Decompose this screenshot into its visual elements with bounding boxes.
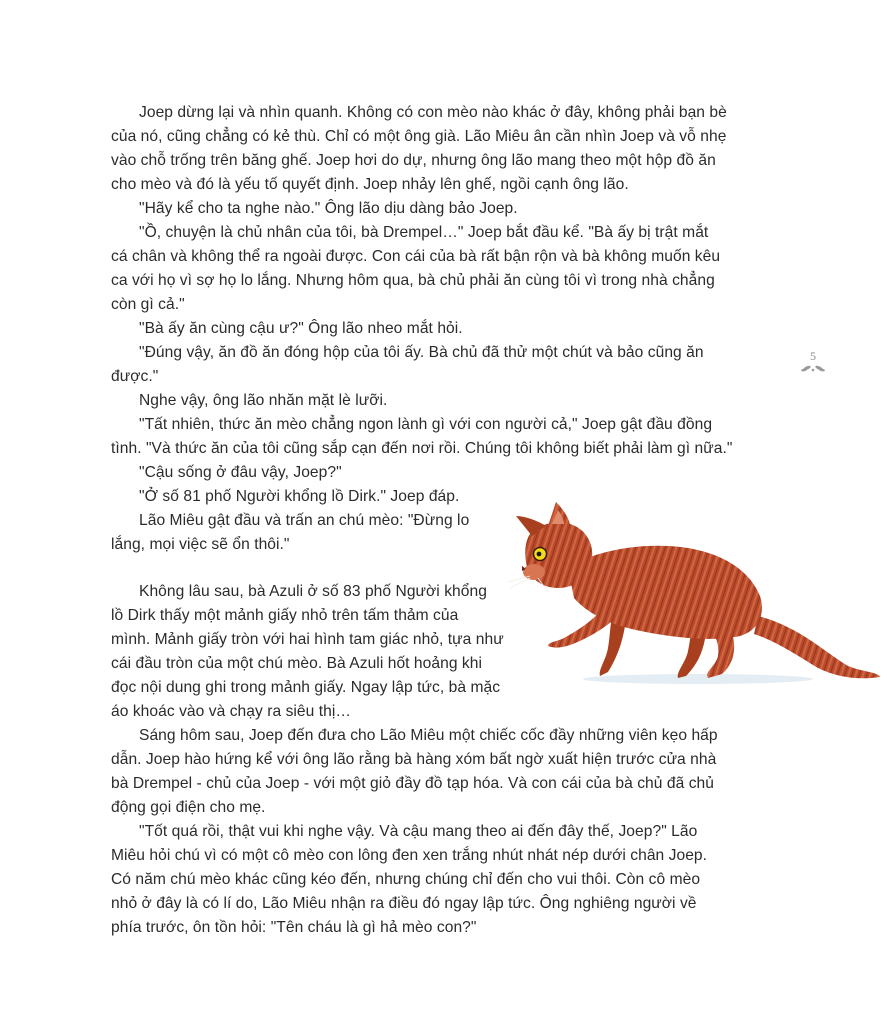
page-number: 5 bbox=[810, 349, 816, 363]
text-line: Có năm chú mèo khác cũng kéo đến, nhưng chúng chỉ đến cho vui thôi. Còn cô mèo bbox=[111, 871, 701, 888]
text-line: nhỏ ở đây là có lí do, Lão Miêu nhận ra điều đó ngay lập tức. Ông nghiêng người về bbox=[111, 895, 697, 912]
text-line: đọc nội dung ghi trong mảnh giấy. Ngay lập tức, bà mặc bbox=[111, 679, 501, 696]
text-line: "Ồ, chuyện là chủ nhân của tôi, bà Drempel…" Joep bắt đầu kể. "Bà ấy bị trật mắt bbox=[139, 224, 709, 241]
text-line: Joep dừng lại và nhìn quanh. Không có con mèo nào khác ở đây, không phải bạn bè bbox=[139, 104, 727, 121]
text-line: phía trước, ôn tồn hỏi: "Tên cháu là gì hả mèo con?" bbox=[111, 919, 477, 936]
text-line: "Ở số 81 phố Người khổng lồ Dirk." Joep đáp. bbox=[139, 488, 460, 505]
text-line: Sáng hôm sau, Joep đến đưa cho Lão Miêu một chiếc cốc đầy những viên kẹo hấp bbox=[139, 727, 718, 744]
text-line: Lão Miêu gật đầu và trấn an chú mèo: "Đừng lo bbox=[139, 512, 470, 529]
text-line: mình. Mảnh giấy tròn với hai hình tam giác nhỏ, tựa như bbox=[111, 631, 504, 648]
text-line: "Bà ấy ăn cùng cậu ư?" Ông lão nheo mắt hỏi. bbox=[139, 320, 463, 337]
text-line: được." bbox=[111, 368, 159, 385]
laurel-ornament-icon bbox=[800, 362, 826, 374]
text-line: Không lâu sau, bà Azuli ở số 83 phố Người khổng bbox=[139, 583, 487, 600]
text-line: còn gì cả." bbox=[111, 296, 185, 313]
text-line: dẫn. Joep hào hứng kể với ông lão rằng bà hàng xóm bất ngờ xuất hiện trước cửa nhà bbox=[111, 751, 717, 768]
text-line: lắng, mọi việc sẽ ổn thôi." bbox=[111, 536, 290, 553]
text-line: "Tất nhiên, thức ăn mèo chẳng ngon lành gì với con người cả," Joep gật đầu đồng bbox=[139, 416, 713, 433]
walking-red-cat-illustration bbox=[508, 496, 884, 688]
text-line: động gọi điện cho mẹ. bbox=[111, 799, 266, 816]
text-line: ca với họ vì sợ họ lo lắng. Nhưng hôm qua, bà chủ phải ăn cùng tôi vì trong nhà chẳng bbox=[111, 272, 715, 289]
text-line: áo khoác vào và chạy ra siêu thị… bbox=[111, 703, 352, 720]
text-line: cho mèo và đó là yếu tố quyết định. Joep nhảy lên ghế, ngồi cạnh ông lão. bbox=[111, 176, 629, 193]
text-line: của nó, cũng chẳng có kẻ thù. Chỉ có một ông già. Lão Miêu ân cần nhìn Joep và vỗ nhẹ bbox=[111, 128, 727, 145]
text-line: "Đúng vậy, ăn đồ ăn đóng hộp của tôi ấy. Bà chủ đã thử một chút và bảo cũng ăn bbox=[139, 344, 704, 361]
text-line: cá chân và không thể ra ngoài được. Con cái của bà rất bận rộn và bà không muốn kêu bbox=[111, 248, 721, 265]
text-line: lồ Dirk thấy một mảnh giấy nhỏ trên tấm thảm của bbox=[111, 607, 459, 624]
text-line: Nghe vậy, ông lão nhăn mặt lè lưỡi. bbox=[139, 392, 388, 409]
text-line: "Tốt quá rồi, thật vui khi nghe vậy. Và cậu mang theo ai đến đây thế, Joep?" Lão bbox=[139, 823, 698, 840]
text-line: "Cậu sống ở đâu vậy, Joep?" bbox=[139, 464, 342, 481]
text-line: tình. "Và thức ăn của tôi cũng sắp cạn đến nơi rồi. Chúng tôi không biết phải làm gì nữa." bbox=[111, 440, 733, 457]
text-line: vào chỗ trống trên băng ghế. Joep hơi do dự, nhưng ông lão mang theo một hộp đồ ăn bbox=[111, 152, 716, 169]
text-line: "Hãy kể cho ta nghe nào." Ông lão dịu dàng bảo Joep. bbox=[139, 200, 518, 217]
text-line: bà Drempel - chủ của Joep - với một giỏ đầy đồ tạp hóa. Và con cái của bà chủ đã chủ bbox=[111, 775, 715, 792]
text-line: cái đầu tròn của một chú mèo. Bà Azuli hốt hoảng khi bbox=[111, 655, 483, 672]
text-line: Miêu hỏi chú vì có một cô mèo con lông đen xen trắng nhút nhát nép dưới chân Joep. bbox=[111, 847, 708, 864]
